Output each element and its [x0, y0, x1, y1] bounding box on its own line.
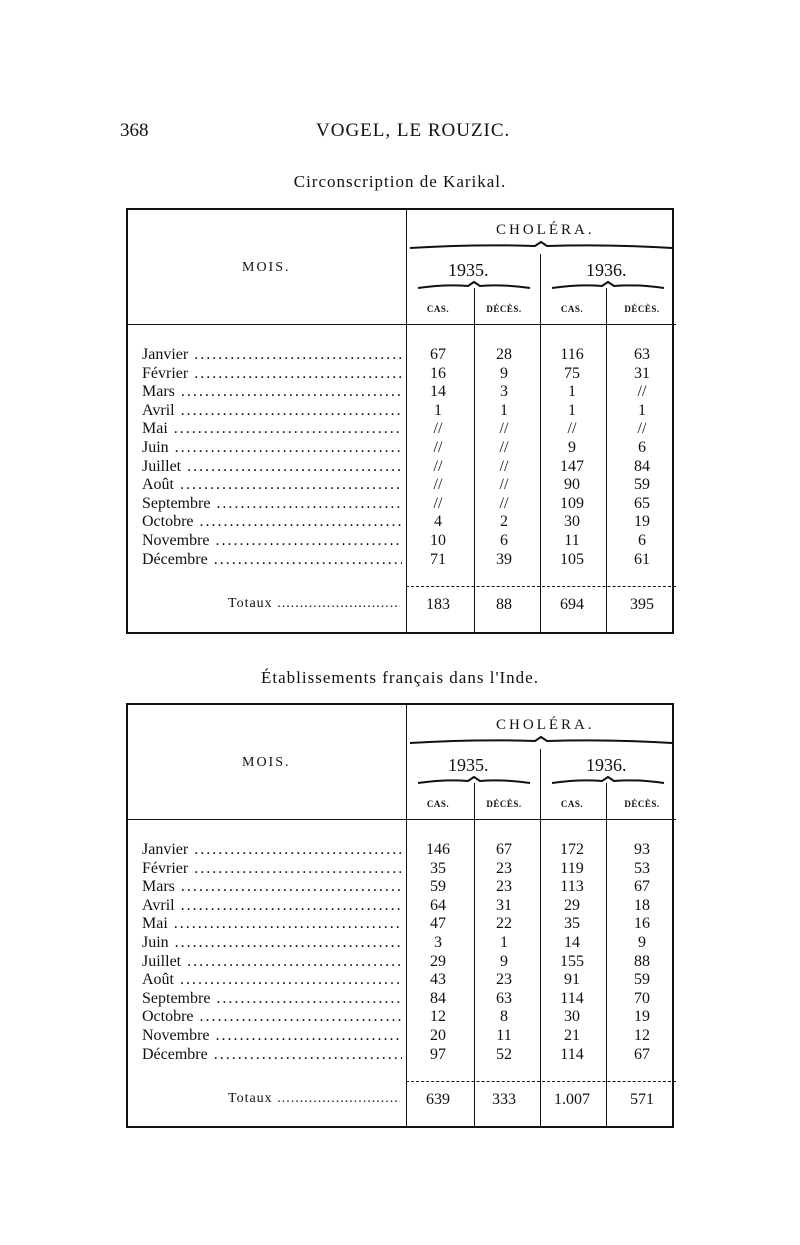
mois-header: MOIS. [242, 755, 291, 770]
cholera-table-karikal [126, 208, 674, 634]
column-header: CAS. [426, 799, 450, 809]
month-label: Février ..... [142, 365, 402, 383]
cell-value: 1 [568, 383, 576, 401]
cell-value: // [499, 457, 509, 475]
cell-value: 14 [564, 934, 580, 951]
table-row [128, 402, 676, 421]
cholera-brace [410, 737, 672, 747]
cell-value: 31 [634, 364, 650, 382]
cell-value: 59 [634, 971, 650, 989]
cell-value: 11 [496, 1027, 512, 1044]
month-label: Octobre ..... [142, 513, 402, 531]
cell-value: 16 [430, 364, 446, 382]
page-header [120, 120, 680, 144]
cell-value: 30 [564, 1008, 580, 1026]
total-value: 183 [426, 596, 450, 613]
cell-value: 91 [564, 971, 580, 989]
month-label: Avril ..... [142, 897, 402, 915]
cell-value: 116 [560, 346, 584, 363]
cell-value: 14 [430, 383, 446, 401]
year-brace-1935 [418, 777, 530, 787]
cell-value: 19 [634, 1008, 650, 1026]
table-row [128, 551, 676, 570]
column-header: DÉCÈS. [624, 799, 660, 809]
table-row [128, 458, 676, 477]
cell-value: 23 [496, 878, 512, 896]
cell-value: 64 [430, 896, 446, 914]
cell-value: 172 [560, 841, 584, 858]
table-row [128, 953, 676, 972]
cell-value: 114 [560, 989, 584, 1007]
cell-value: 61 [634, 550, 650, 568]
cell-value: 65 [634, 494, 650, 512]
cell-value: // [433, 457, 443, 475]
cell-value: 9 [638, 934, 646, 951]
table-row [128, 383, 676, 402]
year-brace-1935 [418, 282, 530, 292]
month-label: Septembre ..... [142, 990, 402, 1008]
totals-rule [406, 1081, 676, 1082]
table-row [128, 971, 676, 990]
cholera-table-inde [126, 703, 674, 1128]
month-label: Mai ..... [142, 420, 402, 438]
table-row [128, 1027, 676, 1046]
totals-row [128, 596, 676, 615]
cell-value: 21 [564, 1027, 580, 1044]
cell-value: // [433, 476, 443, 494]
cell-value: // [433, 420, 443, 438]
column-header: DÉCÈS. [624, 304, 660, 314]
month-label: Juillet ..... [142, 953, 402, 971]
cell-value: // [637, 420, 647, 438]
cholera-header: CHOLÉRA. [496, 222, 595, 238]
cell-value: // [499, 439, 509, 456]
cell-value: 67 [496, 841, 512, 858]
column-header: CAS. [426, 304, 450, 314]
table-row [128, 346, 676, 365]
table-row [128, 365, 676, 384]
cell-value: 2 [500, 513, 508, 531]
total-value: 395 [630, 596, 654, 613]
total-value: 1.007 [554, 1091, 590, 1108]
month-label: Juin ..... [142, 934, 402, 952]
month-label: Janvier ..... [142, 841, 402, 859]
cell-value: 4 [434, 513, 442, 531]
cell-value: 29 [430, 952, 446, 970]
cell-value: 146 [426, 841, 450, 858]
cell-value: 3 [500, 383, 508, 401]
cell-value: 84 [430, 989, 446, 1007]
cell-value: 105 [560, 550, 584, 568]
cell-value: 16 [634, 915, 650, 933]
totals-row [128, 1091, 676, 1110]
cell-value: 52 [496, 1045, 512, 1063]
cell-value: 67 [430, 346, 446, 363]
month-label: Août ..... [142, 971, 402, 989]
header-rule [128, 324, 676, 325]
table-row [128, 897, 676, 916]
cell-value: 29 [564, 896, 580, 914]
column-header: DÉCÈS. [486, 799, 522, 809]
cell-value: 6 [638, 532, 646, 549]
cell-value: 119 [560, 859, 584, 877]
month-label: Septembre ..... [142, 495, 402, 513]
cell-value: 67 [634, 878, 650, 896]
table-row [128, 439, 676, 458]
mois-header: MOIS. [242, 260, 291, 275]
cell-value: 93 [634, 841, 650, 858]
month-label: Janvier ..... [142, 346, 402, 364]
cell-value: 8 [500, 1008, 508, 1026]
table-row [128, 476, 676, 495]
month-label: Octobre ..... [142, 1008, 402, 1026]
cell-value: 90 [564, 476, 580, 494]
cell-value: 109 [560, 494, 584, 512]
cell-value: 19 [634, 513, 650, 531]
table-row [128, 934, 676, 953]
total-value: 571 [630, 1091, 654, 1108]
cell-value: 39 [496, 550, 512, 568]
cell-value: 113 [560, 878, 584, 896]
table-row [128, 1008, 676, 1027]
cell-value: 11 [564, 532, 580, 549]
cell-value: 28 [496, 346, 512, 363]
cell-value: 1 [568, 401, 576, 419]
cell-value: // [433, 439, 443, 456]
cell-value: 1 [434, 401, 442, 419]
running-head: VOGEL, LE ROUZIC. [316, 120, 511, 141]
cell-value: 67 [634, 1045, 650, 1063]
year-1936: 1936. [586, 755, 627, 775]
cell-value: // [499, 476, 509, 494]
cell-value: 43 [430, 971, 446, 989]
year-1935: 1935. [448, 755, 489, 775]
total-value: 333 [492, 1091, 516, 1108]
table-row [128, 513, 676, 532]
column-header: DÉCÈS. [486, 304, 522, 314]
cell-value: 114 [560, 1045, 584, 1063]
cell-value: 88 [634, 952, 650, 970]
table-row [128, 990, 676, 1009]
cell-value: 30 [564, 513, 580, 531]
cell-value: // [499, 420, 509, 438]
month-label: Mars ..... [142, 878, 402, 896]
cell-value: 31 [496, 896, 512, 914]
table-row [128, 532, 676, 551]
totals-label: Totaux ..... [228, 1091, 400, 1107]
cell-value: 97 [430, 1045, 446, 1063]
year-1936: 1936. [586, 260, 627, 280]
cell-value: 53 [634, 859, 650, 877]
table-row [128, 860, 676, 879]
cell-value: 1 [500, 401, 508, 419]
month-label: Juin ..... [142, 439, 402, 457]
cell-value: // [567, 420, 577, 438]
cell-value: 71 [430, 550, 446, 568]
cholera-brace [410, 242, 672, 252]
cell-value: 59 [430, 878, 446, 896]
cell-value: 155 [560, 952, 584, 970]
cell-value: 47 [430, 915, 446, 933]
cell-value: // [433, 494, 443, 512]
column-header: CAS. [560, 799, 584, 809]
cell-value: 9 [500, 364, 508, 382]
cell-value: 84 [634, 457, 650, 475]
cell-value: 22 [496, 915, 512, 933]
table-row [128, 841, 676, 860]
totals-label: Totaux ..... [228, 596, 400, 612]
year-1935: 1935. [448, 260, 489, 280]
cell-value: 63 [496, 989, 512, 1007]
table-row [128, 495, 676, 514]
cell-value: 6 [638, 439, 646, 456]
cell-value: 23 [496, 971, 512, 989]
table-title-karikal: Circonscription de Karikal. [293, 172, 507, 191]
cell-value: 70 [634, 989, 650, 1007]
total-value: 639 [426, 1091, 450, 1108]
cell-value: 23 [496, 859, 512, 877]
cell-value: 18 [634, 896, 650, 914]
cell-value: 9 [500, 952, 508, 970]
table-row [128, 878, 676, 897]
cell-value: 1 [500, 934, 508, 951]
year-brace-1936 [552, 777, 664, 787]
table-title-inde: Établissements français dans l'Inde. [261, 668, 539, 687]
cell-value: 10 [430, 532, 446, 549]
cell-value: 59 [634, 476, 650, 494]
cell-value: 3 [434, 934, 442, 951]
cell-value: 63 [634, 346, 650, 363]
cell-value: 12 [430, 1008, 446, 1026]
cell-value: 1 [638, 401, 646, 419]
cell-value: 75 [564, 364, 580, 382]
month-label: Août ..... [142, 476, 402, 494]
month-label: Novembre ..... [142, 1027, 402, 1045]
column-header: CAS. [560, 304, 584, 314]
cell-value: // [637, 383, 647, 401]
month-label: Avril ..... [142, 402, 402, 420]
month-label: Février ..... [142, 860, 402, 878]
total-value: 694 [560, 596, 584, 613]
cell-value: 9 [568, 439, 576, 456]
month-label: Mars ..... [142, 383, 402, 401]
page-number: 368 [120, 120, 149, 141]
month-label: Décembre ..... [142, 551, 402, 569]
cell-value: 6 [500, 532, 508, 549]
month-label: Juillet ..... [142, 458, 402, 476]
header-rule [128, 819, 676, 820]
cell-value: 20 [430, 1027, 446, 1044]
cell-value: 147 [560, 457, 584, 475]
table-row [128, 915, 676, 934]
month-label: Novembre ..... [142, 532, 402, 550]
cell-value: 35 [564, 915, 580, 933]
year-brace-1936 [552, 282, 664, 292]
totals-rule [406, 586, 676, 587]
cholera-header: CHOLÉRA. [496, 717, 595, 733]
table-row [128, 1046, 676, 1065]
table-row [128, 420, 676, 439]
cell-value: 35 [430, 859, 446, 877]
total-value: 88 [496, 596, 512, 613]
month-label: Mai ..... [142, 915, 402, 933]
cell-value: 12 [634, 1027, 650, 1044]
month-label: Décembre ..... [142, 1046, 402, 1064]
cell-value: // [499, 494, 509, 512]
